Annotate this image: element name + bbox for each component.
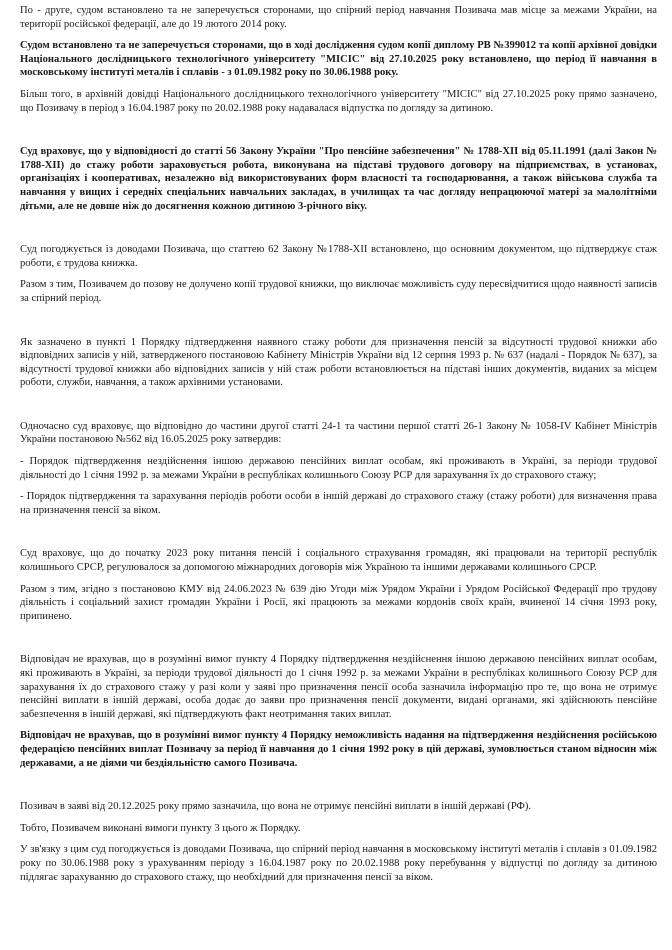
- paragraph-childcare-leave: Більш того, в архівній довідці Національного дослідницького технологічного університету "МІСІС" від 27.10.2025 року прямо зазначено, що Позивачу в період з 16.04.1987 року по 20.02.1988 року надавалася відпустка по догляду за дитиною.: [20, 88, 657, 114]
- paragraph-conclusion: У зв'язку з цим суд погоджується із доводами Позивача, що спірний період навчання в московському інституті металів і сплавів з 01.09.1982 року по 30.06.1988 року з урахуванням періоду з 16.04.1987 року по 20.02.1988 року перебування у відпустці по догляду за дитиною підлягає зарахуванню до страхового стажу, що необхідний для призначення пенсії за віком.: [20, 844, 657, 883]
- paragraph-resolution-562: Одночасно суд враховує, що відповідно до частини другої статті 24-1 та частини першої статті 26-1 Закону № 1058-IV Кабінет Міністрів України постановою №562 від 16.05.2025 року затвердив:: [20, 420, 657, 446]
- paragraph-procedure-637: Як зазначено в пункті 1 Порядку підтвердження наявного стажу роботи для призначення пенсій за відсутності трудової книжки або відповідних записів у ній, затвердженого постановою Кабінету Міністрів України від 12 серпня 1993 р. № 637 (надалі - Порядок № 637), за відсутності трудової книжки або відповідних записів у ній стаж роботи встановлюється на підставі інших документів, виданих за місцем роботи, служби, навчання, а також архівними установами.: [20, 336, 657, 389]
- list-item-procedure-crediting: - Порядок підтвердження та зарахування періодів роботи особи в іншій державі до страхового стажу (стажу роботи) для визначення права на призначення пенсії за віком.: [20, 491, 657, 516]
- list-item-procedure-nonpayment: - Порядок підтвердження нездійснення іншою державою пенсійних виплат особам, які проживають в Україні, за періоди трудової діяльності до 1 січня 1992 р. за межами України в республіках колишнього Союзу РСР для зарахування їх до страхового стажу;: [20, 456, 657, 481]
- paragraph-defendant-impossibility: Відповідач не врахував, що в розумінні вимог пункту 4 Порядку неможливість надання на підтвердження нездійснення російською федерацією пенсійних виплат Позивачу за період її навчання до 1 січня 1992 року в цій державі, зумовлюється станом відносин між державами, а не діями чи бездіяльністю самого Позивача.: [20, 730, 657, 769]
- paragraph-defendant-point-4: Відповідач не врахував, що в розумінні вимог пункту 4 Порядку підтвердження нездійснення іншою державою пенсійних виплат особам, які проживають в Україні, за періоди трудової діяльності до 1 січня 1992 р. за межами України в республіках колишнього Союзу РСР для зарахування їх до страхового стажу у разі коли у заяві про призначення пенсії особа зазначила інформацію про те, що вона не отримує пенсійні виплати в іншій державі, особа додає до заяви про призначення пенсії документи, видані органами, які здійснюють пенсійне забезпечення в іншій державі, які підтверджують факт неотримання таких виплат.: [20, 654, 657, 720]
- paragraph-second-point: По - друге, судом встановлено та не заперечується сторонами, що спірний період навчання Позивача мав місце за межами України, на території російської федерації, але до 19 лютого 2014 року.: [20, 5, 657, 30]
- paragraph-plaintiff-statement: Позивач в заяві від 20.12.2025 року прямо зазначила, що вона не отримує пенсійні виплати в іншій державі (РФ).: [20, 801, 532, 813]
- paragraph-no-work-book: Разом з тим, Позивачем до позову не долучено копії трудової книжки, що виключає можливість суду пересвідчитися щодо наявності записів за спірний період.: [20, 279, 657, 304]
- paragraph-international-agreements: Суд враховує, що до початку 2023 року питання пенсій і соціального страхування громадян, які працювали на території республік колишнього СРСР, регулювалося за допомогою міжнародних договорів між Україною та іншими державами колишнього СРСР.: [20, 548, 657, 574]
- paragraph-article-62: Суд погоджується із доводами Позивача, що статтею 62 Закону №1788-XII встановлено, що основним документом, що підтверджує стаж роботи, є трудова книжка.: [20, 244, 657, 269]
- paragraph-article-56: Суд враховує, що у відповідності до статті 56 Закону України "Про пенсійне забезпечення" № 1788-XII від 05.11.1991 (далі Закон № 1788-XII) до стажу роботи зараховується робота, виконувана на підставі трудового договору на підприємствах, в установах, організаціях і кооперативах, незалежно від використовуваних форм власності та господарювання, а також військова служба та навчання у вищих і середніх спеціальних навчальних закладах, в училищах та час догляду непрацюючої матері за малолітніми дітьми, але не довше ніж до досягнення кожною дитиною 3-річного віку.: [20, 146, 657, 212]
- paragraph-point-3-fulfilled: Тобто, Позивачем виконані вимоги пункту 3 цього ж Порядку.: [20, 822, 301, 834]
- paragraph-diploma-archive: Судом встановлено та не заперечується сторонами, що в ході дослідження судом копії диплому РВ №399012 та копії архівної довідки Національного дослідницького технологічного університету "МІСІС" від 27.10.2025 року встановлено, що період її навчання в московському інституті металів і сплавів - з 01.09.1982 року по 30.06.1988 року.: [20, 40, 657, 79]
- paragraph-resolution-639: Разом з тим, згідно з постановою КМУ від 24.06.2023 № 639 дію Угоди між Урядом України і Урядом Російської Федерації про трудову діяльність і соціальний захист громадян України і Росії, які працюють за межами кордонів своїх країн, вчиненої 14 січня 1993 року, припинено.: [20, 583, 657, 622]
